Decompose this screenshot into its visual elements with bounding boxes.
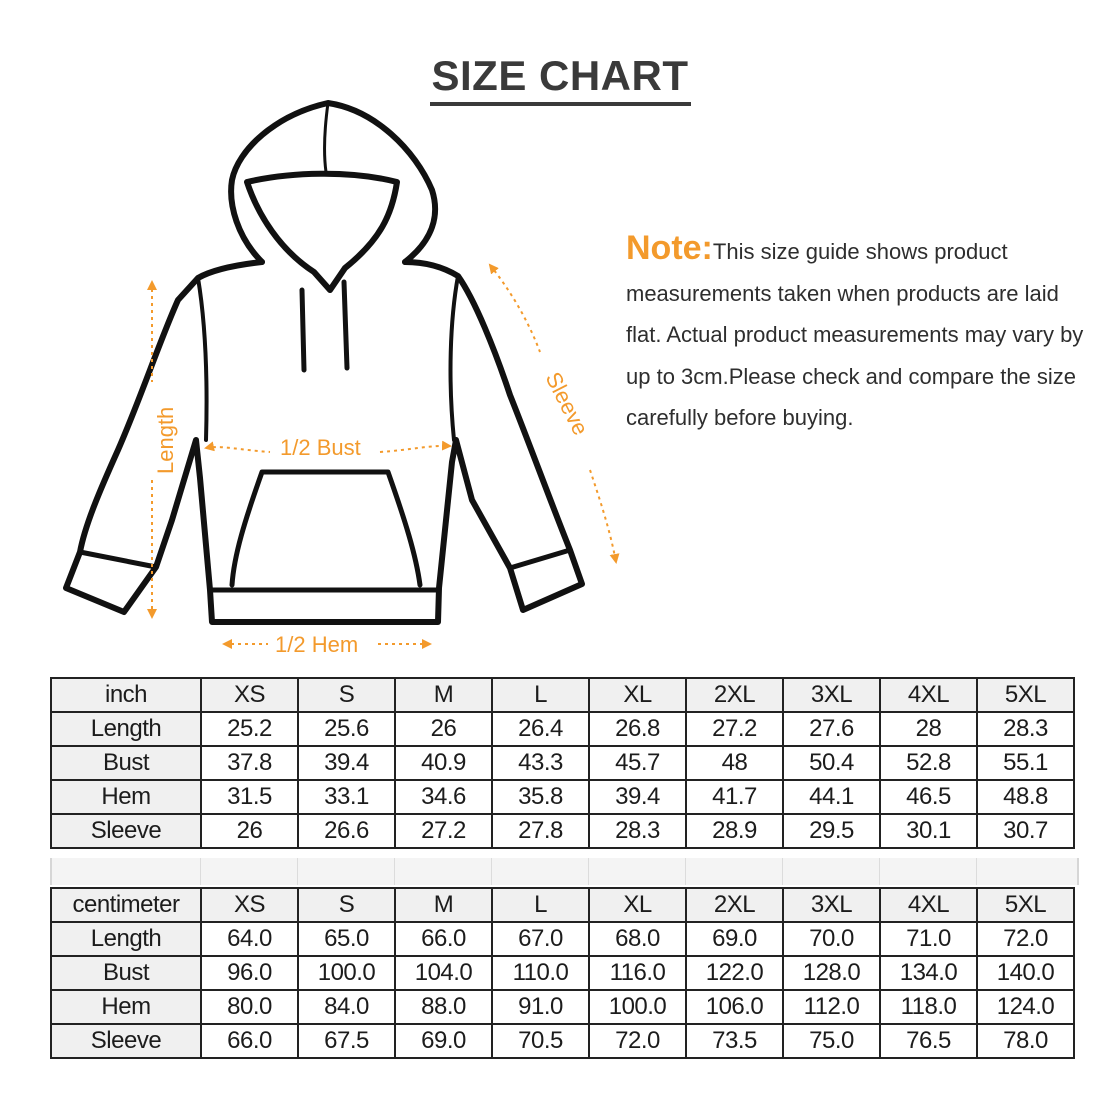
table-cell: 48 <box>686 746 783 780</box>
size-header: XL <box>589 888 686 922</box>
table-cell: 26 <box>201 814 298 848</box>
size-header: 3XL <box>783 678 880 712</box>
table-cell: 34.6 <box>395 780 492 814</box>
table-cell: 118.0 <box>880 990 977 1024</box>
table-cell: 67.0 <box>492 922 589 956</box>
table-row <box>51 814 1074 848</box>
table-cell: 48.8 <box>977 780 1074 814</box>
size-header: S <box>298 888 395 922</box>
table-cell: 27.2 <box>395 814 492 848</box>
table-cell: 110.0 <box>492 956 589 990</box>
table-header-row <box>51 888 1074 922</box>
table-row <box>51 990 1074 1024</box>
row-label: Length <box>51 712 201 746</box>
size-header: 4XL <box>880 678 977 712</box>
table-cell: 28 <box>880 712 977 746</box>
table-cell: 28.9 <box>686 814 783 848</box>
table-cell: 27.2 <box>686 712 783 746</box>
table-cell: 70.0 <box>783 922 880 956</box>
table-cell: 134.0 <box>880 956 977 990</box>
table-row <box>51 780 1074 814</box>
table-cell: 30.1 <box>880 814 977 848</box>
table-cell: 124.0 <box>977 990 1074 1024</box>
table-cell: 39.4 <box>589 780 686 814</box>
row-label: Hem <box>51 780 201 814</box>
table-cell: 112.0 <box>783 990 880 1024</box>
table-cell: 39.4 <box>298 746 395 780</box>
table-row <box>51 956 1074 990</box>
table-cell: 44.1 <box>783 780 880 814</box>
hood-opening <box>247 174 397 290</box>
table-cell: 76.5 <box>880 1024 977 1058</box>
table-row <box>51 1024 1074 1058</box>
row-label: Sleeve <box>51 1024 201 1058</box>
table-cell: 70.5 <box>492 1024 589 1058</box>
table-cell: 37.8 <box>201 746 298 780</box>
table-cell: 30.7 <box>977 814 1074 848</box>
table-cell: 69.0 <box>686 922 783 956</box>
hem-label: 1/2 Hem <box>275 632 359 657</box>
length-label: Length <box>153 406 178 474</box>
table-cell: 66.0 <box>395 922 492 956</box>
table-cell: 72.0 <box>589 1024 686 1058</box>
table-cell: 88.0 <box>395 990 492 1024</box>
table-cell: 71.0 <box>880 922 977 956</box>
size-header: 2XL <box>686 678 783 712</box>
table-cell: 140.0 <box>977 956 1074 990</box>
table-header-row <box>51 678 1074 712</box>
size-header: L <box>492 678 589 712</box>
table-cell: 128.0 <box>783 956 880 990</box>
table-cell: 41.7 <box>686 780 783 814</box>
table-cell: 106.0 <box>686 990 783 1024</box>
note-paragraph <box>626 228 1096 439</box>
table-cell: 69.0 <box>395 1024 492 1058</box>
table-cell: 116.0 <box>589 956 686 990</box>
table-cell: 35.8 <box>492 780 589 814</box>
pocket-outline <box>232 472 420 585</box>
table-cell: 67.5 <box>298 1024 395 1058</box>
table-cell: 80.0 <box>201 990 298 1024</box>
bust-arrow <box>206 447 270 452</box>
note-label: Note: <box>626 229 713 267</box>
table-cell: 72.0 <box>977 922 1074 956</box>
table-cell: 73.5 <box>686 1024 783 1058</box>
table-cell: 26.6 <box>298 814 395 848</box>
size-header: 2XL <box>686 888 783 922</box>
table-row <box>51 922 1074 956</box>
table-cell: 55.1 <box>977 746 1074 780</box>
table-cell: 64.0 <box>201 922 298 956</box>
table-cell: 52.8 <box>880 746 977 780</box>
bust-label: 1/2 Bust <box>280 435 361 460</box>
unit-cell: inch <box>51 678 201 712</box>
table-cell: 78.0 <box>977 1024 1074 1058</box>
row-label: Bust <box>51 746 201 780</box>
table-cell: 33.1 <box>298 780 395 814</box>
table-cell: 26.4 <box>492 712 589 746</box>
table-cell: 68.0 <box>589 922 686 956</box>
table-cell: 28.3 <box>977 712 1074 746</box>
unit-cell: centimeter <box>51 888 201 922</box>
size-header: M <box>395 678 492 712</box>
page-title: SIZE CHART <box>430 52 691 106</box>
table-cell: 26 <box>395 712 492 746</box>
row-label: Sleeve <box>51 814 201 848</box>
row-label: Bust <box>51 956 201 990</box>
table-cell: 26.8 <box>589 712 686 746</box>
row-label: Hem <box>51 990 201 1024</box>
size-header: 5XL <box>977 888 1074 922</box>
note-text: This size guide shows product measurements taken when products are laid flat. Actual product measurements may vary by up to 3cm.Please check and compare the size carefully before buying. <box>626 239 1084 430</box>
table-cell: 27.6 <box>783 712 880 746</box>
table-cell: 27.8 <box>492 814 589 848</box>
size-header: XS <box>201 678 298 712</box>
table-cell: 96.0 <box>201 956 298 990</box>
cm-size-table <box>50 887 1075 1059</box>
table-cell: 45.7 <box>589 746 686 780</box>
table-cell: 28.3 <box>589 814 686 848</box>
size-header: XL <box>589 678 686 712</box>
table-cell: 50.4 <box>783 746 880 780</box>
table-cell: 25.6 <box>298 712 395 746</box>
size-header: L <box>492 888 589 922</box>
table-cell: 122.0 <box>686 956 783 990</box>
table-cell: 43.3 <box>492 746 589 780</box>
size-header: 3XL <box>783 888 880 922</box>
table-spacer-band <box>50 858 1079 885</box>
table-row <box>51 712 1074 746</box>
size-header: XS <box>201 888 298 922</box>
sleeve-arrow <box>490 265 540 352</box>
hood-outline <box>231 103 435 262</box>
hoodie-diagram <box>0 0 640 670</box>
table-cell: 75.0 <box>783 1024 880 1058</box>
table-cell: 40.9 <box>395 746 492 780</box>
table-cell: 66.0 <box>201 1024 298 1058</box>
size-header: 4XL <box>880 888 977 922</box>
inch-size-table <box>50 677 1075 849</box>
row-label: Length <box>51 922 201 956</box>
table-cell: 65.0 <box>298 922 395 956</box>
table-cell: 31.5 <box>201 780 298 814</box>
table-row <box>51 746 1074 780</box>
table-cell: 46.5 <box>880 780 977 814</box>
table-cell: 100.0 <box>298 956 395 990</box>
size-header: 5XL <box>977 678 1074 712</box>
table-cell: 25.2 <box>201 712 298 746</box>
table-cell: 29.5 <box>783 814 880 848</box>
table-cell: 84.0 <box>298 990 395 1024</box>
table-cell: 100.0 <box>589 990 686 1024</box>
sleeve-label: Sleeve <box>540 367 594 440</box>
table-cell: 91.0 <box>492 990 589 1024</box>
size-header: S <box>298 678 395 712</box>
size-header: M <box>395 888 492 922</box>
table-cell: 104.0 <box>395 956 492 990</box>
